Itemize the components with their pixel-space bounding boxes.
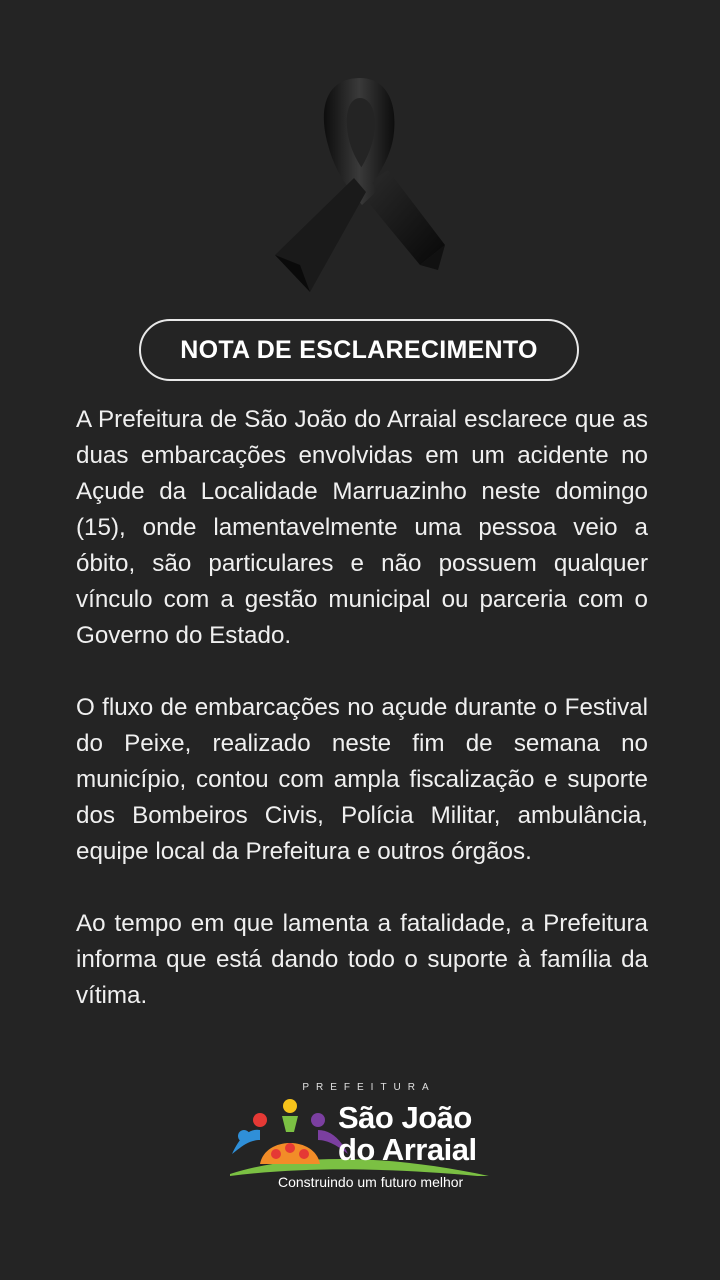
paragraph: Ao tempo em que lamenta a fatalidade, a Prefeitura informa que está dando todo o suporte à família da vítima. [76,910,648,1009]
mourning-ribbon-icon [270,70,450,300]
municipality-logo [220,1078,510,1198]
logo-prefeitura-label: PREFEITURA [302,1082,436,1093]
logo-name-line1: São João [338,1100,472,1135]
logo-slogan: Construindo um futuro melhor [278,1174,464,1190]
title-badge [139,319,579,381]
page-title: NOTA DE ESCLARECIMENTO [180,335,538,364]
paragraph: A Prefeitura de São João do Arraial esclarece que as duas embarcações envolvidas em um acidente no Açude da Localidade Marruazinho neste domingo (15), onde lamentavelmente uma pessoa veio a óbito, são particulares e não possuem qualquer vínculo com a gestão municipal ou parceria com o Governo do Estado. [76,406,648,649]
paragraph: O fluxo de embarcações no açude durante o Festival do Peixe, realizado neste fim de semana no município, contou com ampla fiscalização e suporte dos Bombeiros Civis, Polícia Militar, ambulância, equipe local da Prefeitura e outros órgãos. [76,694,648,865]
logo-name-line2: do Arraial [338,1132,477,1167]
announcement-body [76,402,648,1050]
